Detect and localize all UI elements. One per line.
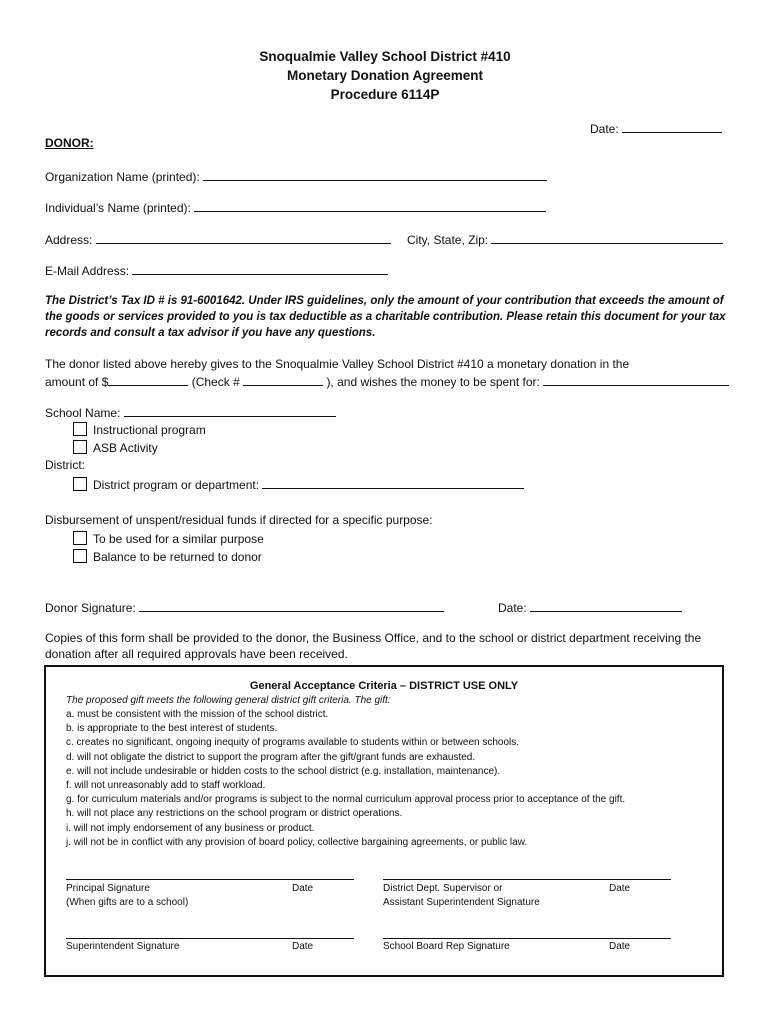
criteria-item: a. must be consistent with the mission of the school district.: [66, 709, 329, 720]
principal-signature-note: (When gifts are to a school): [66, 897, 189, 908]
criteria-heading: General Acceptance Criteria – DISTRICT USE ONLY: [249, 680, 519, 692]
date-line[interactable]: [622, 120, 722, 133]
criteria-item: j. will not be in conflict with any provision of board policy, collective bargaining agreements, or public law.: [66, 836, 528, 848]
supervisor-date-label: Date: [609, 883, 631, 894]
donor-heading: DONOR:: [45, 136, 94, 150]
instructional-program-checkbox[interactable]: [73, 422, 87, 436]
school-name-label: School Name:: [45, 406, 121, 420]
similar-purpose-label: To be used for a similar purpose: [93, 532, 264, 546]
criteria-item: i. will not imply endorsement of any business or product.: [66, 822, 315, 834]
district-title: Snoqualmie Valley School District #410: [259, 49, 511, 64]
donor-date-line[interactable]: [530, 599, 682, 612]
criteria-item: f. will not unreasonably add to staff workload.: [66, 780, 266, 792]
asb-activity-option[interactable]: [73, 440, 158, 456]
return-to-donor-option[interactable]: [73, 549, 262, 565]
check-number-line[interactable]: [243, 373, 323, 386]
criteria-item: c. creates no significant, ongoing inequity of programs available to students within or between schools.: [66, 737, 520, 749]
city-state-zip-line[interactable]: [491, 231, 723, 244]
board-rep-signature-line[interactable]: [383, 938, 671, 939]
asb-activity-checkbox[interactable]: [73, 440, 87, 454]
district-label: District:: [45, 458, 85, 472]
donor-signature-field[interactable]: [45, 599, 444, 616]
gift-statement-line2: [45, 373, 729, 390]
amount-label: amount of $: [45, 375, 109, 389]
similar-purpose-option[interactable]: [73, 531, 264, 547]
superintendent-signature-line[interactable]: [66, 938, 354, 939]
city-state-zip-field[interactable]: [407, 231, 723, 248]
district-program-checkbox[interactable]: [73, 477, 87, 491]
tax-id-note: The District’s Tax ID # is 91-6001642. Under IRS guidelines, only the amount of your contribution that exceeds the amount of the goods or services provided to you is tax deductible as a charitable contribution. Please retain this document for your tax records and consult a tax advisor if you have any questions.: [45, 295, 726, 339]
disbursement-label: Disbursement of unspent/residual funds if directed for a specific purpose:: [45, 513, 433, 527]
board-rep-date-label: Date: [609, 941, 631, 952]
criteria-item: d. will not obligate the district to support the program after the gift/grant funds are exhausted.: [66, 751, 476, 763]
criteria-intro: The proposed gift meets the following general district gift criteria. The gift:: [66, 695, 391, 706]
district-program-label: District program or department:: [93, 478, 260, 492]
gift-statement-line1: The donor listed above hereby gives to the Snoqualmie Valley School District #410 a monetary donation in the: [45, 357, 630, 371]
donor-date-field[interactable]: [498, 599, 682, 616]
superintendent-date-label: Date: [292, 941, 314, 952]
instructional-program-label: Instructional program: [93, 423, 206, 437]
donor-signature-line[interactable]: [139, 599, 444, 612]
address-label: Address:: [45, 233, 93, 247]
criteria-item: g. for curriculum materials and/or programs is subject to the normal curriculum approval process prior to acceptance of the gift.: [66, 794, 626, 806]
criteria-item: h. will not place any restrictions on the school program or district operations.: [66, 808, 403, 820]
individual-name-field[interactable]: [45, 199, 546, 216]
instructional-program-option[interactable]: [73, 422, 206, 438]
org-name-field[interactable]: [45, 168, 547, 185]
criteria-list: [66, 708, 625, 850]
supervisor-signature-label: District Dept. Supervisor or: [383, 883, 503, 894]
superintendent-signature-label: Superintendent Signature: [66, 941, 180, 952]
principal-date-label: Date: [292, 883, 314, 894]
org-name-line[interactable]: [203, 168, 547, 181]
check-label: (Check #: [191, 375, 240, 389]
supervisor-signature-label-2: Assistant Superintendent Signature: [383, 897, 540, 908]
copies-note: Copies of this form shall be provided to the donor, the Business Office, and to the school or district department receiving the donation after all required approvals have been received.: [45, 631, 702, 661]
principal-signature-label: Principal Signature: [66, 883, 150, 894]
school-name-field[interactable]: [45, 404, 336, 421]
district-program-line[interactable]: [262, 476, 524, 489]
donor-signature-label: Donor Signature:: [45, 601, 136, 615]
return-to-donor-label: Balance to be returned to donor: [93, 550, 262, 564]
district-program-option[interactable]: [73, 476, 524, 493]
email-label: E-Mail Address:: [45, 264, 130, 278]
criteria-item: e. will not include undesirable or hidden costs to the school district (e.g. installation, maintenance).: [66, 765, 501, 777]
supervisor-signature-line[interactable]: [383, 879, 671, 880]
individual-name-label: Individual’s Name (printed):: [45, 201, 191, 215]
org-name-label: Organization Name (printed):: [45, 170, 200, 184]
asb-activity-label: ASB Activity: [93, 441, 158, 455]
similar-purpose-checkbox[interactable]: [73, 531, 87, 545]
donor-date-label: Date:: [498, 601, 527, 615]
form-title: Monetary Donation Agreement: [286, 68, 484, 83]
procedure-number: Procedure 6114P: [330, 87, 440, 102]
address-line[interactable]: [96, 231, 391, 244]
email-field[interactable]: [45, 262, 388, 279]
date-field[interactable]: [590, 120, 722, 137]
city-state-zip-label: City, State, Zip:: [407, 233, 489, 247]
principal-signature-line[interactable]: [66, 879, 354, 880]
email-line[interactable]: [132, 262, 388, 275]
school-name-line[interactable]: [124, 404, 336, 417]
spent-for-label: ), and wishes the money to be spent for:: [326, 375, 540, 389]
individual-name-line[interactable]: [194, 199, 546, 212]
board-rep-signature-label: School Board Rep Signature: [383, 941, 510, 952]
return-to-donor-checkbox[interactable]: [73, 549, 87, 563]
spent-for-line[interactable]: [543, 373, 729, 386]
address-field[interactable]: [45, 231, 391, 248]
date-label: Date:: [590, 122, 619, 136]
amount-line[interactable]: [108, 373, 188, 386]
criteria-item: b. is appropriate to the best interest of students.: [66, 723, 278, 735]
